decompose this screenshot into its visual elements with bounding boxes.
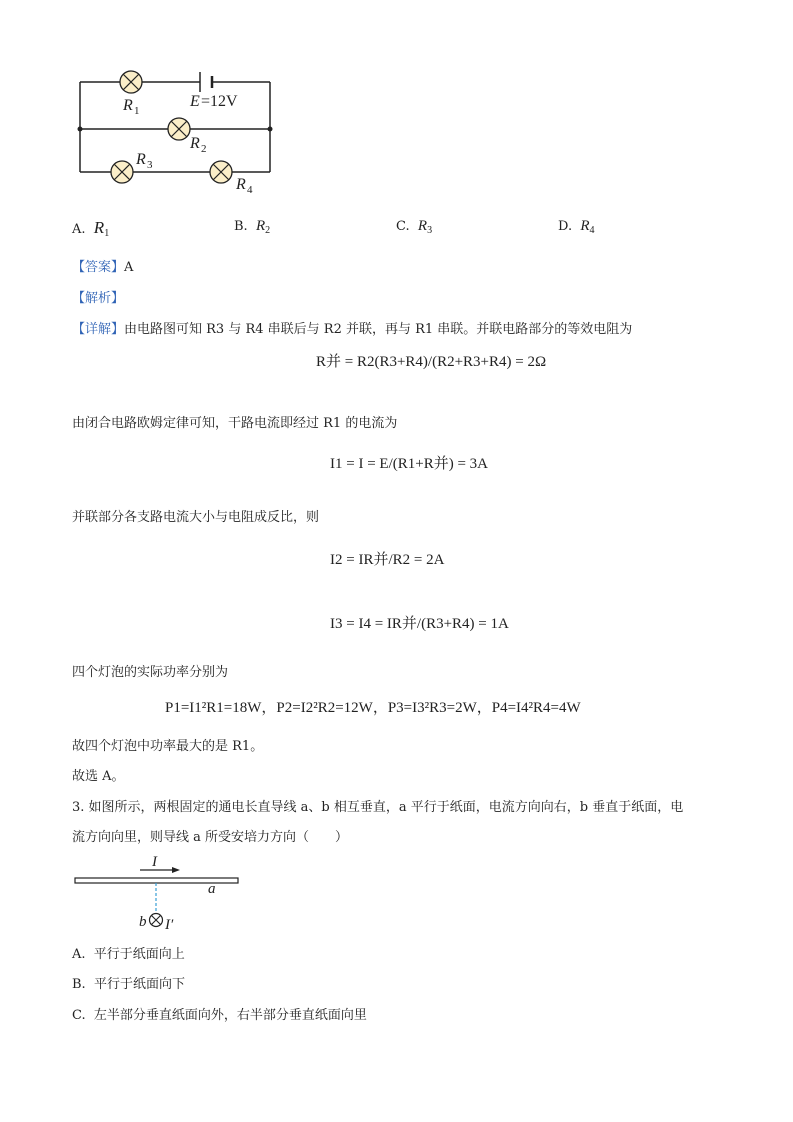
- answer-line: [72, 256, 133, 275]
- detail-line-3: 并联部分各支路电流大小与电阻成反比，则: [72, 510, 320, 525]
- equation-3: I2 = IR并/R2 = 2A: [330, 552, 445, 568]
- lamp-r4-icon: [210, 161, 232, 183]
- svg-text:R: R: [123, 97, 133, 114]
- svg-text:a: a: [208, 881, 216, 897]
- answer-tag: 【答案】: [72, 260, 125, 275]
- q3-option-a[interactable]: A. 平行于纸面向上: [72, 947, 185, 962]
- svg-text:R: R: [190, 135, 200, 152]
- q3-option-c[interactable]: C. 左半部分垂直纸面向外，右半部分垂直纸面向里: [72, 1008, 367, 1023]
- option-a[interactable]: A. $R_1$: [72, 218, 110, 239]
- current-into-page-icon: [150, 914, 163, 927]
- equation-2: I1 = I = E/(R1+R并) = 3A: [330, 456, 488, 472]
- analysis-tag: 【解析】: [72, 291, 125, 306]
- svg-text:R: R: [136, 151, 146, 168]
- lamp-r3-icon: [111, 161, 133, 183]
- answer-value: A: [124, 260, 134, 275]
- question-3-line-1: 3. 如图所示，两根固定的通电长直导线 a、b 相互垂直，a 平行于纸面，电流方向向右，b 垂直于纸面，电: [72, 800, 684, 815]
- detail-line-2: 由闭合电路欧姆定律可知，干路电流即经过 R1 的电流为: [72, 416, 398, 431]
- detail-line-1: 【详解】由电路图可知 R3 与 R4 串联后与 R2 并联，再与 R1 串联。并联电路部分的等效电阻为: [72, 322, 633, 337]
- svg-text:b: b: [139, 914, 147, 930]
- option-b[interactable]: B. $R_2$: [234, 218, 271, 236]
- svg-text:4: 4: [247, 184, 253, 196]
- lamp-r2-icon: [168, 118, 190, 140]
- svg-text:R: R: [236, 176, 246, 193]
- option-c[interactable]: C. $R_3$: [396, 218, 433, 236]
- svg-text:1: 1: [134, 105, 140, 117]
- detail-line-5: 故四个灯泡中功率最大的是 R1。: [72, 739, 264, 754]
- lamp-r1-icon: [120, 71, 142, 93]
- equation-1: R并 = R2(R3+R4)/(R2+R3+R4) = 2Ω: [316, 354, 547, 370]
- option-d[interactable]: D. $R_4$: [558, 218, 595, 236]
- detail-line-4: 四个灯泡的实际功率分别为: [72, 665, 229, 680]
- equation-5: P1=I1²R1=18W，P2=I2²R2=12W，P3=I3²R3=2W，P4=I4²R4=4W: [165, 700, 581, 716]
- svg-text:E: E: [190, 93, 200, 110]
- q3-option-b[interactable]: B. 平行于纸面向下: [72, 977, 185, 992]
- wire-figure: [72, 852, 247, 932]
- svg-text:2: 2: [201, 143, 207, 155]
- equation-4: I3 = I4 = IR并/(R3+R4) = 1A: [330, 616, 509, 632]
- circuit-diagram: [70, 62, 285, 197]
- detail-line-6: 故选 A。: [72, 769, 125, 784]
- svg-text:I′: I′: [165, 917, 174, 932]
- svg-text:=12V: =12V: [201, 93, 238, 110]
- question-3-line-2: 流方向向里，则导线 a 所受安培力方向（ ）: [72, 830, 349, 845]
- svg-text:I: I: [152, 854, 157, 870]
- svg-text:3: 3: [147, 159, 153, 171]
